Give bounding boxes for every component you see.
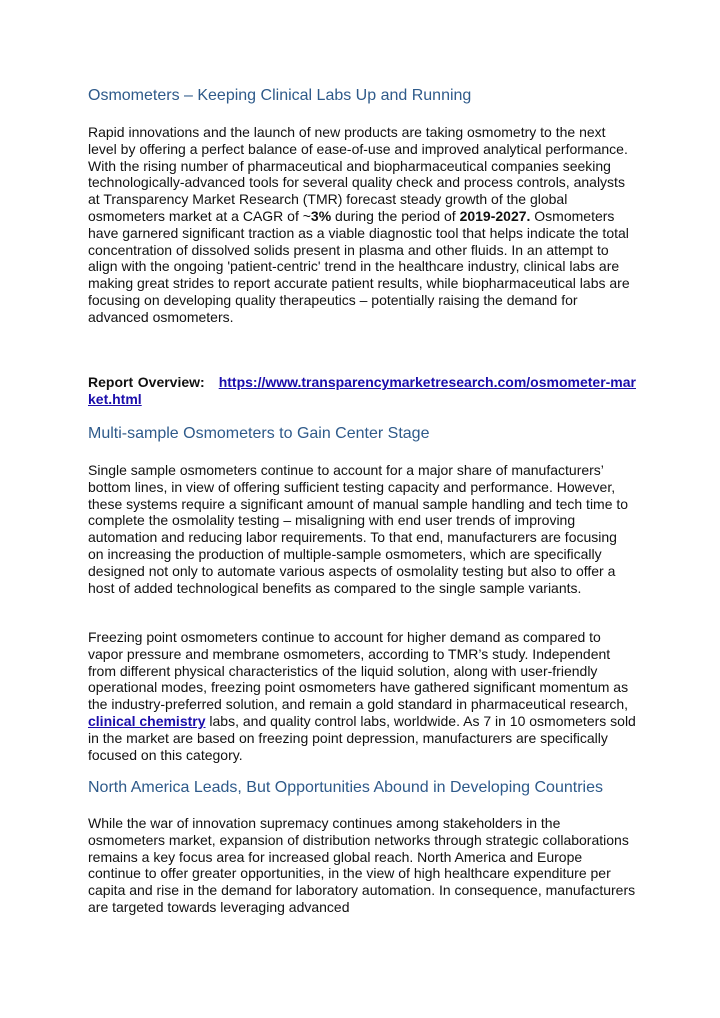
intro-text-a: Rapid innovations and the launch of new products are taking osmometry to the next level by offering a perfect balance of ease-of-use and improved analytical performance. With the rising number of pharmaceutical and biopharmaceutical companies seeking technologically-advanced tools for several quality check and process controls, analysts at Transparency Market Research (TMR) forecast steady growth of the global osmometers market at a CAGR of ~ — [88, 124, 628, 224]
section-heading-osmometers: Osmometers – Keeping Clinical Labs Up and Running — [88, 87, 472, 104]
intro-text-c: during the period of — [331, 207, 460, 224]
cagr-value: 3% — [310, 207, 332, 224]
forecast-period: 2019-2027. — [459, 207, 531, 224]
freezing-text-a: Freezing point osmometers continue to account for higher demand as compared to vapor pressure and membrane osmometers, according to TMR’s study. Independent from different physical characteristics of the liquid solution, along with user-friendly operational modes, freezing point osmometers have gathered significant momentum as the industry-preferred solution, and remain a gold standard in pharmaceutical research, — [88, 629, 629, 713]
intro-text-e: Osmometers have garnered significant traction as a viable diagnostic tool that helps indicate the total concentration of dissolved solids present in plasma and other fluids. In an attempt to align with the ongoing 'patient-centric' trend in the healthcare industry, clinical labs are making great strides to report accurate patient results, while biopharmaceutical labs are focusing on developing quality therapeutics – potentially raising the demand for advanced osmometers. — [88, 207, 630, 325]
report-overview-link[interactable]: https://www.transparencymarketresearch.com/osmometer-market.html — [88, 374, 636, 407]
section-heading-multi-sample: Multi-sample Osmometers to Gain Center Stage — [88, 425, 430, 442]
multi-sample-paragraph: Single sample osmometers continue to account for a major share of manufacturers’ bottom lines, in view of offering sufficient testing capacity and performance. However, these systems require a significant amount of manual sample handling and tech time to complete the osmolality testing – misaligning with end user trends of improving automation and reducing labor requirements. To that end, manufacturers are focusing on increasing the production of multiple-sample osmometers, which are specifically designed not only to automate various aspects of osmolality testing but also to offer a host of added technological benefits as compared to the single sample variants. — [88, 462, 629, 596]
report-overview-label: Report Overview: — [88, 374, 205, 390]
report-overview — [88, 374, 636, 408]
section-heading-north-america: North America Leads, But Opportunities Abound in Developing Countries — [88, 779, 603, 796]
freezing-point-paragraph — [88, 629, 636, 763]
intro-paragraph — [88, 124, 636, 326]
north-america-paragraph: While the war of innovation supremacy continues among stakeholders in the osmometers market, expansion of distribution networks through strategic collaborations remains a key focus area for increased global reach. North America and Europe continue to offer greater opportunities, in the view of high healthcare expenditure per capita and rise in the demand for laboratory automation. In consequence, manufacturers are targeted towards leveraging advanced — [88, 815, 636, 915]
freezing-text-b: labs, and quality control labs, worldwide. As 7 in 10 osmometers sold in the market are based on freezing point depression, manufacturers are specifically focused on this category. — [88, 712, 636, 763]
clinical-chemistry-link[interactable]: clinical chemistry — [88, 712, 206, 729]
